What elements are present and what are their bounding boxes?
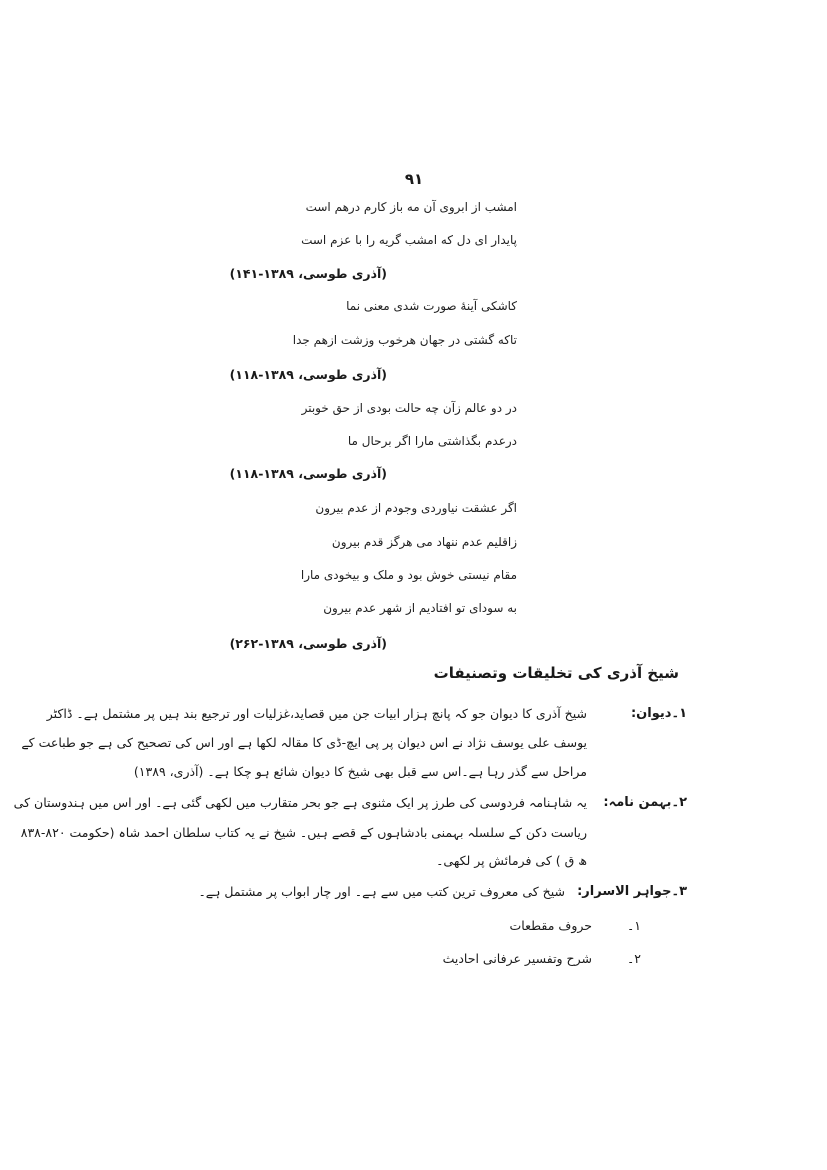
verse-line: پایدار ای دل که امشب گریه را با عزم است — [301, 233, 517, 247]
item-label-divan: ۱۔دیوان: — [630, 706, 687, 721]
item-text-line: یہ شاہنامہ فردوسی کی طرز پر ایک مثنوی ہے جو بحر متقارب میں لکھی گئی ہے۔ اور اس میں ہندوستان کی — [13, 795, 587, 810]
sublist-number: ۲۔ — [626, 951, 641, 966]
verse-citation: (آذری طوسی، ۱۳۸۹-۱۱۸) — [229, 466, 387, 481]
verse-line: امشب از ابروی آن مه باز کارم درهم است — [305, 200, 517, 214]
verse-line: به سودای تو افتادیم از شهر عدم بیرون — [323, 601, 517, 615]
verse-line: زاقلیم عدم ننهاد می هرگز قدم بیرون — [331, 535, 517, 549]
item-text-line: مراحل سے گذر رہا ہے۔اس سے قبل بھی شیخ کا دیوان شائع ہو چکا ہے۔ (آذری، ۱۳۸۹) — [133, 764, 587, 779]
verse-line: در دو عالم زآن چه حالت بودی از حق خوبتر — [301, 401, 517, 415]
page-number: ۹۱ — [404, 170, 424, 188]
item-text-line: شیخ کی معروف ترین کتب میں سے ہے۔ اور چار ابواب پر مشتمل ہے۔ — [198, 884, 565, 899]
item-label-jawahir: ۳۔جواہر الاسرار: — [577, 884, 687, 899]
verse-line: کاشکی آینهٔ صورت شدی معنی نما — [346, 299, 517, 313]
section-heading: شیخ آذری کی تخلیقات وتصنیفات — [433, 664, 679, 682]
item-label-bahman-nama: ۲۔بہمن نامہ: — [603, 795, 687, 810]
item-text-line: یوسف علی یوسف نژاد نے اس دیوان پر پی ایچ-ڈی کا مقالہ لکھا ہے اور اس کی تصحیح کی ہے جو طباعت کے — [21, 735, 587, 750]
item-text-line: ھ ق ) کی فرمائش پر لکھی۔ — [436, 853, 587, 868]
verse-line: مقام نیستی خوش بود و ملک و بیخودی مارا — [300, 568, 517, 582]
item-text-line: ریاست دکن کے سلسلہ بہمنی بادشاہوں کے قصے ہیں۔ شیخ نے یہ کتاب سلطان احمد شاہ (حکومت ۸۲۰-۸۳۸ — [20, 825, 587, 840]
verse-line: تاکه گشتی در جهان هرخوب وزشت ازهم جدا — [292, 333, 517, 347]
sublist-number: ۱۔ — [626, 918, 641, 933]
item-text-line: شیخ آذری کا دیوان جو کہ پانچ ہزار ابیات جن میں قصاید،غزلیات اور ترجیع بند ہیں پر مشتمل ہے۔ ڈاکٹر — [46, 706, 587, 721]
sublist-item: حروف مقطعات — [509, 918, 592, 933]
verse-line: درعدم بگذاشتی مارا اگر برحال ما — [347, 434, 517, 448]
verse-citation: (آذری طوسی، ۱۳۸۹-۱۴۱) — [229, 266, 387, 281]
sublist-item: شرح وتفسیر عرفانی احادیث — [442, 951, 592, 966]
verse-line: اگر عشقت نیاوردی وجودم از عدم بیرون — [315, 501, 517, 515]
verse-citation: (آذری طوسی، ۱۳۸۹-۲۶۲) — [229, 636, 387, 651]
verse-citation: (آذری طوسی، ۱۳۸۹-۱۱۸) — [229, 367, 387, 382]
